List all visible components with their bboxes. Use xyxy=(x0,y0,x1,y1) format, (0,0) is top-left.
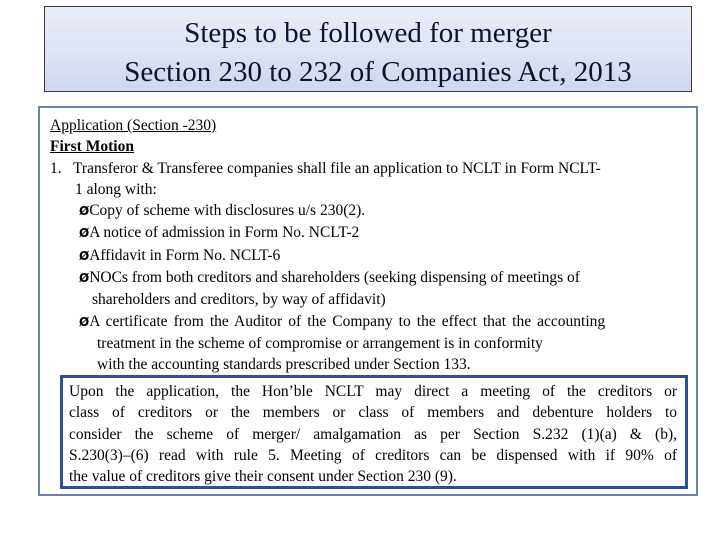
arrow-bullet-icon: Ø xyxy=(79,204,90,219)
note-line: S.230(3)–(6) read with rule 5. Meeting of creditors can be dispensed with if 90% of xyxy=(69,446,677,464)
section-heading: Application (Section -230) xyxy=(50,117,217,134)
bullet-text: NOCs from both creditors and shareholders (seeking dispensing of meetings of xyxy=(89,269,580,287)
list-item-continuation: 1 along with: xyxy=(75,180,157,198)
note-box xyxy=(60,375,688,489)
bullet-continuation: with the accounting standards prescribed under Section 133. xyxy=(97,356,471,374)
list-item-number: 1. xyxy=(50,159,62,177)
bullet-text: A notice of admission in Form No. NCLT-2 xyxy=(89,224,360,242)
bullet-text: Copy of scheme with disclosures u/s 230(2). xyxy=(89,202,366,220)
note-line: class of creditors or the members or class of members and debenture holders to xyxy=(69,404,677,422)
title-banner xyxy=(44,6,692,92)
arrow-bullet-icon: Ø xyxy=(79,226,90,241)
title-line-1: Steps to be followed for merger xyxy=(184,17,552,49)
note-text xyxy=(69,381,677,487)
bullet-continuation: shareholders and creditors, by way of affidavit) xyxy=(92,291,386,309)
content-body xyxy=(50,115,690,376)
list-item-text: Transferor & Transferee companies shall file an application to NCLT in Form NCLT- xyxy=(72,159,601,177)
title-line-2: Section 230 to 232 of Companies Act, 2013 xyxy=(124,56,632,88)
note-line: Upon the application, the Hon’ble NCLT may direct a meeting of the creditors or xyxy=(69,383,677,400)
bullet-continuation: treatment in the scheme of compromise or arrangement is in conformity xyxy=(97,334,543,352)
bullet-item xyxy=(50,222,690,244)
bullet-item xyxy=(50,311,690,333)
list-item-1 xyxy=(50,158,690,179)
arrow-bullet-icon: Ø xyxy=(79,248,90,263)
bullet-text: Affidavit in Form No. NCLT-6 xyxy=(89,246,281,264)
arrow-bullet-icon: Ø xyxy=(79,314,90,329)
note-line: consider the scheme of merger/ amalgamation as per Section S.232 (1)(a) & (b), xyxy=(69,425,677,443)
bullet-text: A certificate from the Auditor of the Company to the effect that the accounting xyxy=(89,312,606,330)
first-motion-heading: First Motion xyxy=(50,138,134,156)
bullet-item xyxy=(50,267,690,289)
arrow-bullet-icon: Ø xyxy=(79,271,90,286)
bullet-item xyxy=(50,245,690,267)
note-line: the value of creditors give their consent under Section 230 (9). xyxy=(69,468,457,486)
bullet-item xyxy=(50,200,690,222)
